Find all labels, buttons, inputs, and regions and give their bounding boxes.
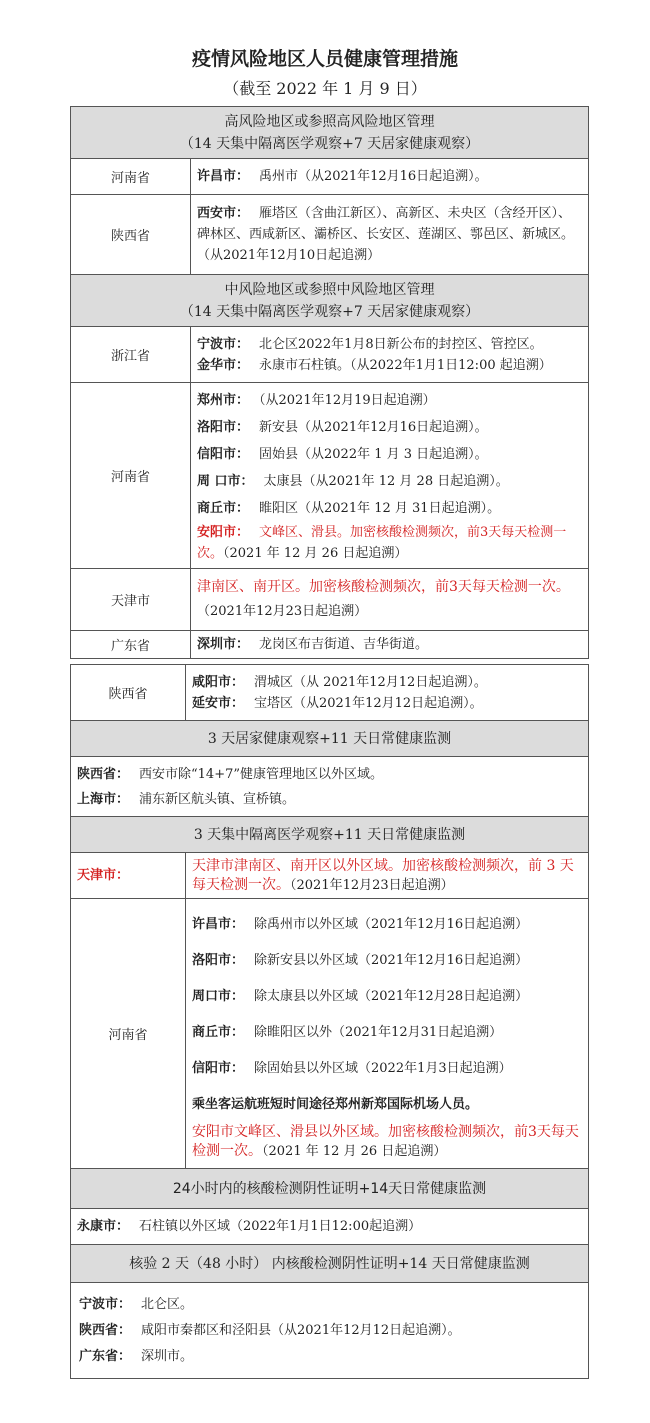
mid-row-shaanxi: 陕西省 咸阳市： 渭城区（从 2021年12月12日起追溯）。 延安市： 宝塔区（从2021年12月12日起追溯）。 [71, 665, 589, 721]
province-cell: 河南省 [71, 159, 191, 195]
city-label: 洛阳市： [197, 420, 250, 435]
mid-row-zhejiang: 浙江省 宁波市： 北仑区2022年1月8日新公布的封控区、管控区。 金华市： 永康市石柱镇。（从2022年1月1日12:00 起追溯） [71, 327, 589, 383]
central3-row-tianjin: 天津市： 天津市津南区、南开区以外区域。加密核酸检测频次，前 3 天每天检测一次。（2021年12月23日起追溯） [71, 853, 589, 899]
city-label: 广东省： [79, 1348, 132, 1364]
province-cell: 河南省 [71, 383, 191, 569]
mid-row-henan: 河南省 郑州市： （从2021年12月19日起追溯） 洛阳市： 新安县（从2021年12月16日起追溯）。 信阳市： 固始县（从2022年 1 月 3 日起追溯）。 周 口市： 太康县（从2021年 12 月 28 日起追溯）。 商丘市： 睢阳区（从2021年 12 月 31日起追溯）。 安阳市： 文峰区、滑县。加密核酸检测频次，前3天每天检测一次。（2021 年 12 月 26 日起追溯） [71, 383, 589, 569]
risk-table-1 [70, 106, 589, 659]
home3-header: 3 天居家健康观察+11 天日常健康监测 [71, 721, 589, 757]
mid-row-tianjin: 天津市 津南区、南开区。加密核酸检测频次，前3天每天检测一次。（2021年12月23日起追溯） [71, 569, 589, 631]
city-label: 商丘市： [197, 501, 250, 516]
city-label: 周 口市： [197, 474, 254, 489]
home3-row: 陕西省： 西安市除“14+7”健康管理地区以外区域。 上海市： 浦东新区航头镇、宣桥镇。 [71, 757, 589, 817]
city-label: 宁波市： [197, 336, 250, 352]
central3-row-henan: 河南省 许昌市： 除禹州市以外区域（2021年12月16日起追溯） 洛阳市： 除新安县以外区域（2021年12月16日起追溯） 周口市： 除太康县以外区域（2021年12月28日起追溯） 商丘市： 除睢阳区以外（2021年12月31日起追溯） 信阳市： 除固始县以外区域（2022年1月3日起追溯） 乘坐客运航班短时间途径郑州新郑国际机场人员。 安阳市文峰区、滑县以外区域。加密核酸检测频次，前3天每天检测一次。（2021 年 12 月 26 日起追溯） [71, 899, 589, 1169]
risk-table-2 [70, 664, 589, 1379]
city-label: 咸阳市： [192, 674, 245, 690]
city-label: 信阳市： [192, 1060, 245, 1076]
city-label: 陕西省： [79, 1322, 132, 1338]
province-cell: 广东省 [71, 631, 191, 659]
test24-header: 24小时内的核酸检测阴性证明+14天日常健康监测 [71, 1169, 589, 1209]
central3-header: 3 天集中隔离医学观察+11 天日常健康监测 [71, 817, 589, 853]
city-label: 郑州市： [197, 393, 250, 408]
city-label: 金华市： [197, 357, 250, 373]
city-label: 深圳市： [197, 637, 250, 652]
city-label: 许昌市： [192, 916, 245, 932]
test24-row: 永康市： 石柱镇以外区域（2022年1月1日12:00起追溯） [71, 1209, 589, 1245]
city-label: 天津市： [71, 853, 186, 899]
city-label: 许昌市： [197, 169, 250, 184]
city-label: 安阳市： [197, 525, 250, 540]
city-label: 延安市： [192, 695, 245, 711]
test48-row: 宁波市： 北仑区。 陕西省： 咸阳市秦都区和泾阳县（从2021年12月12日起追溯）。 广东省： 深圳市。 [71, 1283, 589, 1379]
city-label: 永康市： [77, 1219, 130, 1234]
province-cell: 陕西省 [71, 195, 191, 275]
city-label: 上海市： [77, 791, 130, 807]
city-label: 洛阳市： [192, 952, 245, 968]
page-title: 疫情风险地区人员健康管理措施 [191, 48, 458, 70]
test48-header: 核验 2 天（48 小时） 内核酸检测阴性证明+14 天日常健康监测 [71, 1245, 589, 1283]
city-label: 陕西省： [77, 766, 130, 782]
high-row-henan: 河南省 许昌市： 禹州市（从2021年12月16日起追溯）。 [71, 159, 589, 195]
high-risk-header: 高风险地区或参照高风险地区管理 （14 天集中隔离医学观察+7 天居家健康观察） [71, 107, 589, 159]
city-label: 西安市： [197, 206, 250, 221]
province-cell: 浙江省 [71, 327, 191, 383]
high-row-shaanxi: 陕西省 西安市： 雁塔区（含曲江新区）、高新区、未央区（含经开区）、碑林区、西咸新区、灞桥区、长安区、莲湖区、鄠邑区、新城区。（从2021年12月10日起追溯） [71, 195, 589, 275]
city-label: 宁波市： [79, 1296, 132, 1312]
mid-risk-header: 中风险地区或参照中风险地区管理 （14 天集中隔离医学观察+7 天居家健康观察） [71, 275, 589, 327]
province-cell: 河南省 [71, 899, 186, 1169]
city-label: 商丘市： [192, 1024, 245, 1040]
mid-row-guangdong: 广东省 深圳市： 龙岗区布吉街道、吉华街道。 [71, 631, 589, 659]
page-subtitle: （截至 2022 年 1 月 9 日） [223, 79, 427, 98]
city-label: 信阳市： [197, 447, 250, 462]
province-cell: 陕西省 [71, 665, 186, 721]
province-cell: 天津市 [71, 569, 191, 631]
city-label: 周口市： [192, 988, 245, 1004]
